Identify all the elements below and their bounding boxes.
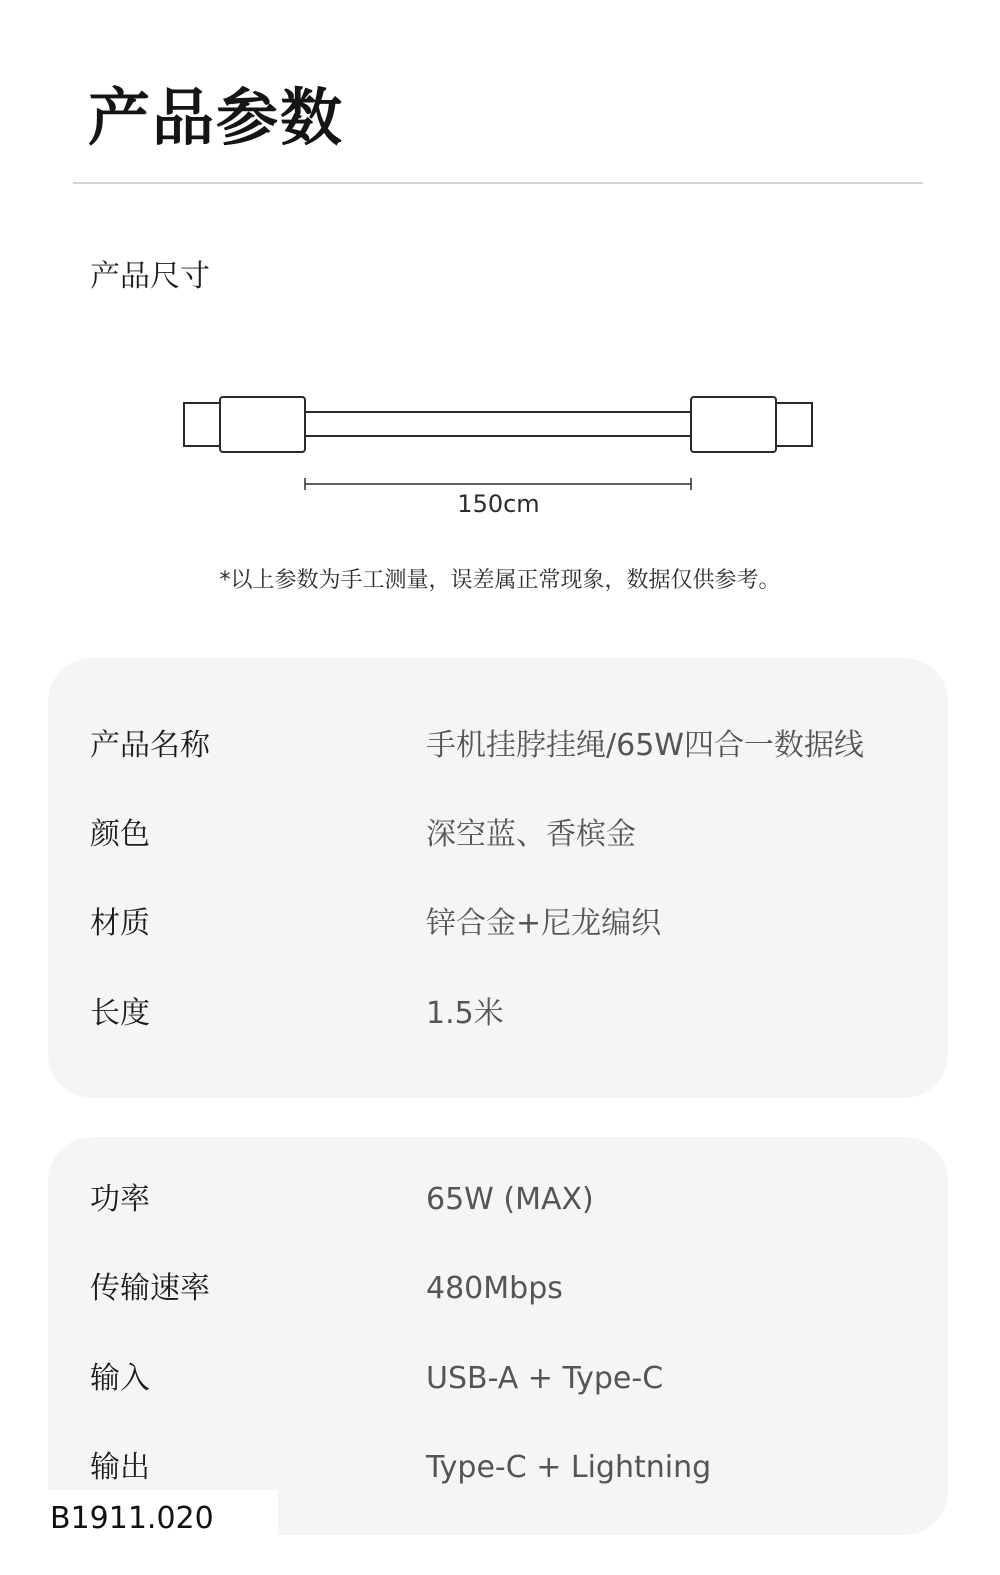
left-connector-housing: [220, 397, 305, 452]
product-code: B1911.020: [50, 1501, 214, 1536]
spec-label: 传输速率: [90, 1271, 210, 1306]
spec-row-length: [48, 989, 948, 1039]
spec-value: 手机挂脖挂绳/65W四合一数据线: [426, 728, 864, 763]
spec-row-product-name: [48, 721, 948, 771]
spec-row-output: [48, 1443, 948, 1493]
spec-row-color: [48, 810, 948, 860]
spec-row-transfer-rate: [48, 1264, 948, 1314]
spec-card-electrical: [48, 1137, 948, 1535]
spec-value: 锌合金+尼龙编织: [426, 906, 662, 941]
spec-value: 65W (MAX): [426, 1182, 594, 1217]
spec-label: 输入: [90, 1361, 150, 1396]
right-connector-housing: [691, 397, 776, 452]
spec-row-material: [48, 899, 948, 949]
measurement-note: *以上参数为手工测量，误差属正常现象，数据仅供参考。: [219, 568, 781, 593]
right-connector-tip: [776, 403, 812, 446]
spec-row-power: [48, 1175, 948, 1225]
spec-value: 深空蓝、香槟金: [426, 817, 636, 852]
spec-label: 产品名称: [90, 728, 210, 763]
spec-label: 材质: [90, 906, 150, 941]
page-title: 产品参数: [88, 81, 345, 154]
size-section-label: 产品尺寸: [90, 259, 210, 294]
cable-body: [305, 412, 691, 436]
spec-label: 颜色: [90, 817, 150, 852]
spec-label: 长度: [90, 996, 150, 1031]
cable-length-label: 150cm: [457, 490, 540, 518]
spec-value: Type-C + Lightning: [426, 1450, 712, 1485]
spec-row-input: [48, 1354, 948, 1404]
spec-value: 480Mbps: [426, 1271, 563, 1306]
left-connector-tip: [184, 403, 222, 446]
spec-card-basic: [48, 658, 948, 1098]
spec-label: 功率: [90, 1182, 150, 1217]
spec-value: USB-A + Type-C: [426, 1361, 664, 1396]
spec-label: 输出: [90, 1450, 150, 1485]
title-divider: [73, 182, 923, 184]
spec-value: 1.5米: [426, 996, 504, 1031]
